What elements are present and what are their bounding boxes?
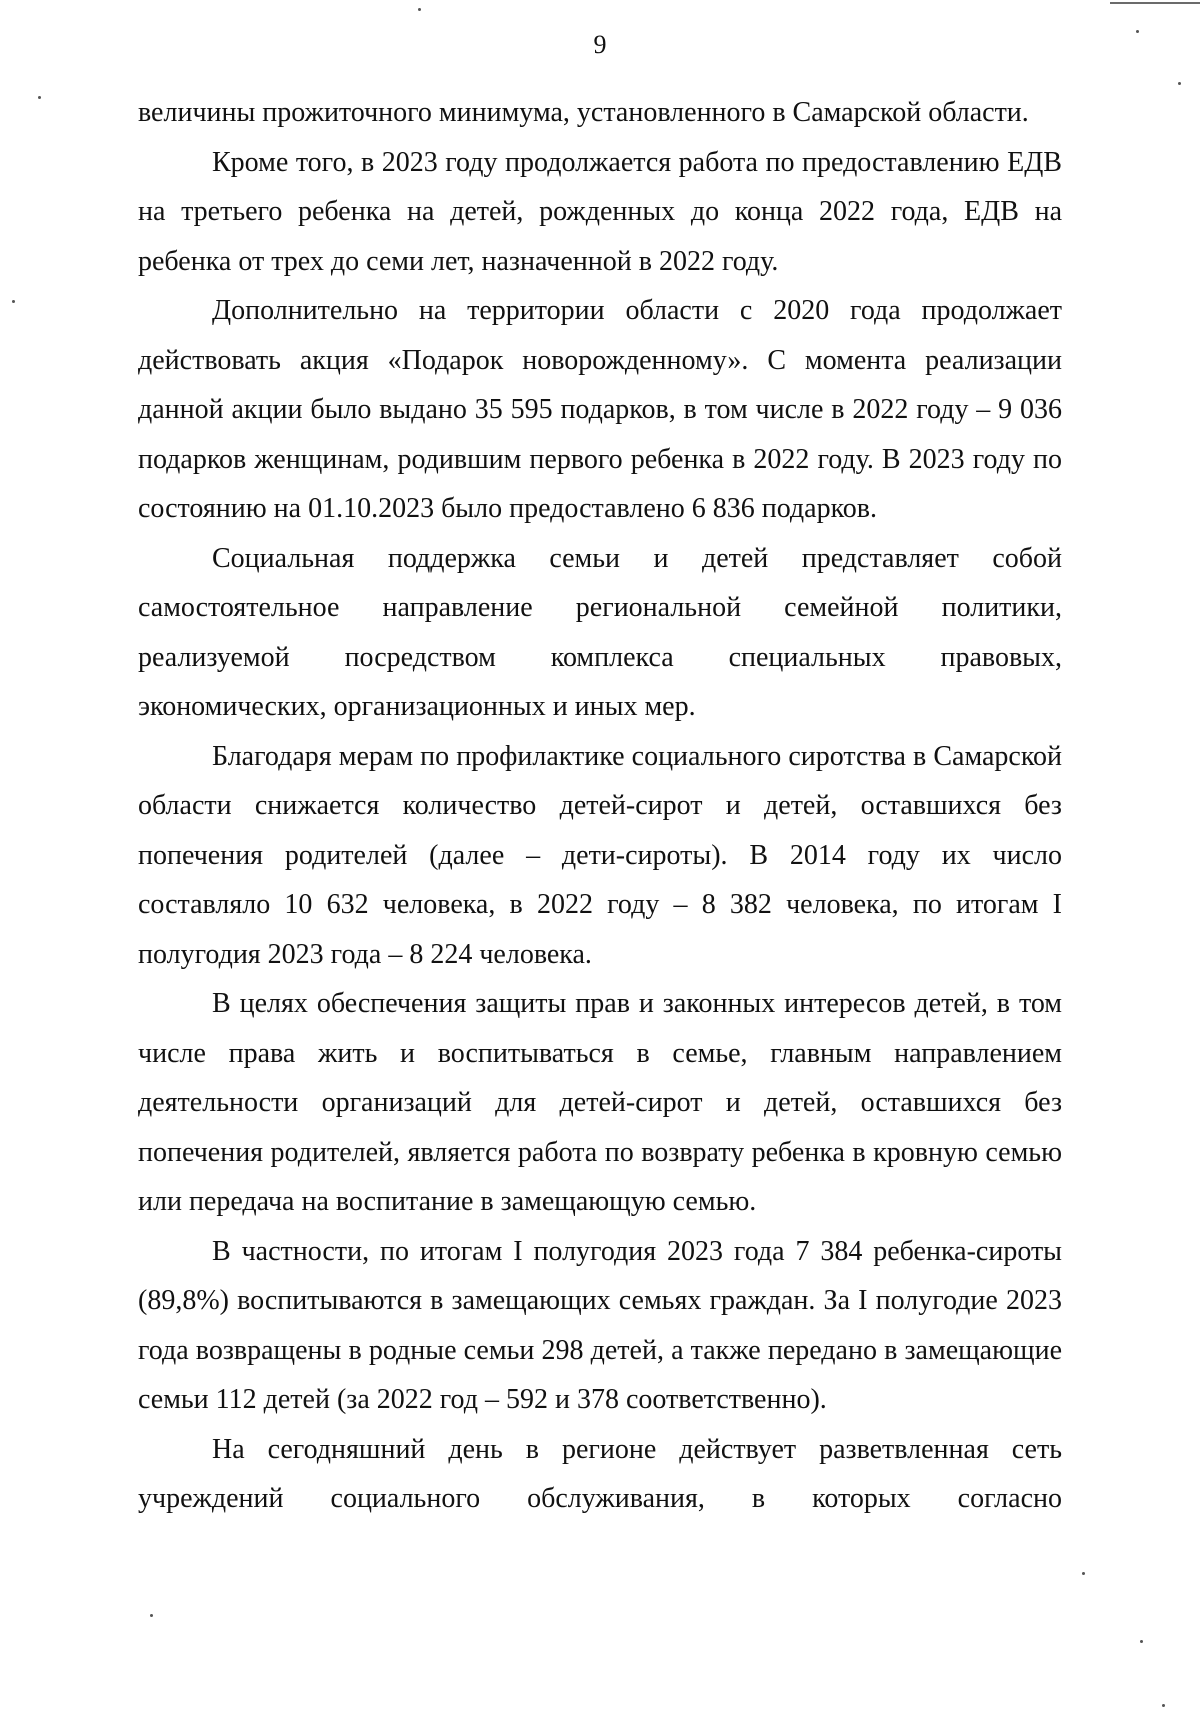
scan-speck <box>1136 30 1139 33</box>
paragraph-orphanhood-prevention: Благодаря мерам по профилактике социального сиротства в Самарской области снижается количество детей-сирот и детей, оставшихся без попечения родителей (далее – дети-сироты). В 2014 году их число составляло 10 632 человека, в 2022 году – 8 382 человека, по итогам I полугодия 2023 года – 8 224 человека. <box>138 740 1062 970</box>
scan-speck <box>1082 1572 1085 1575</box>
scan-speck <box>418 8 421 11</box>
scan-speck <box>12 300 15 303</box>
scan-speck <box>1140 1640 1143 1643</box>
page-number: 9 <box>593 30 607 59</box>
document-body <box>138 88 1062 1524</box>
scan-edge-mark <box>1110 2 1200 4</box>
scan-speck <box>1178 82 1181 85</box>
paragraph-service-network: На сегодняшний день в регионе действует разветвленная сеть учреждений социального обслуживания, в которых согласно <box>138 1433 1062 1514</box>
scan-speck <box>38 96 41 99</box>
paragraph-gift-campaign: Дополнительно на территории области с 2020 года продолжает действовать акция «Подарок новорожденному». С момента реализации данной акции было выдано 35 595 подарков, в том числе в 2022 году – 9 036 подарков женщинам, родившим первого ребенка в 2022 году. В 2023 году по состоянию на 01.10.2023 было предоставлено 6 836 подарков. <box>138 295 1062 524</box>
scan-speck <box>150 1614 153 1617</box>
paragraph-continuation: величины прожиточного минимума, установленного в Самарской области. <box>138 97 1029 128</box>
paragraph-edv: Кроме того, в 2023 году продолжается работа по предоставлению ЕДВ на третьего ребенка на детей, рожденных до конца 2022 года, ЕДВ на ребенка от трех до семи лет, назначенной в 2022 году. <box>138 146 1062 277</box>
scan-speck <box>1162 1704 1165 1707</box>
paragraph-foster-families: В частности, по итогам I полугодия 2023 года 7 384 ребенка-сироты (89,8%) воспитываются в замещающих семьях граждан. За I полугодие 2023 года возвращены в родные семьи 298 детей, а также передано в замещающие семьи 112 детей (за 2022 год – 592 и 378 соответственно). <box>138 1235 1062 1415</box>
paragraph-rights-protection: В целях обеспечения защиты прав и законных интересов детей, в том числе права жить и воспитываться в семье, главным направлением деятельности организаций для детей-сирот и детей, оставшихся без попечения родителей, является работа по возврату ребенка в кровную семью или передача на воспитание в замещающую семью. <box>138 988 1062 1217</box>
paragraph-social-support: Социальная поддержка семьи и детей представляет собой самостоятельное направление региональной семейной политики, реализуемой посредством комплекса специальных правовых, экономических, организационных и иных мер. <box>138 542 1062 722</box>
